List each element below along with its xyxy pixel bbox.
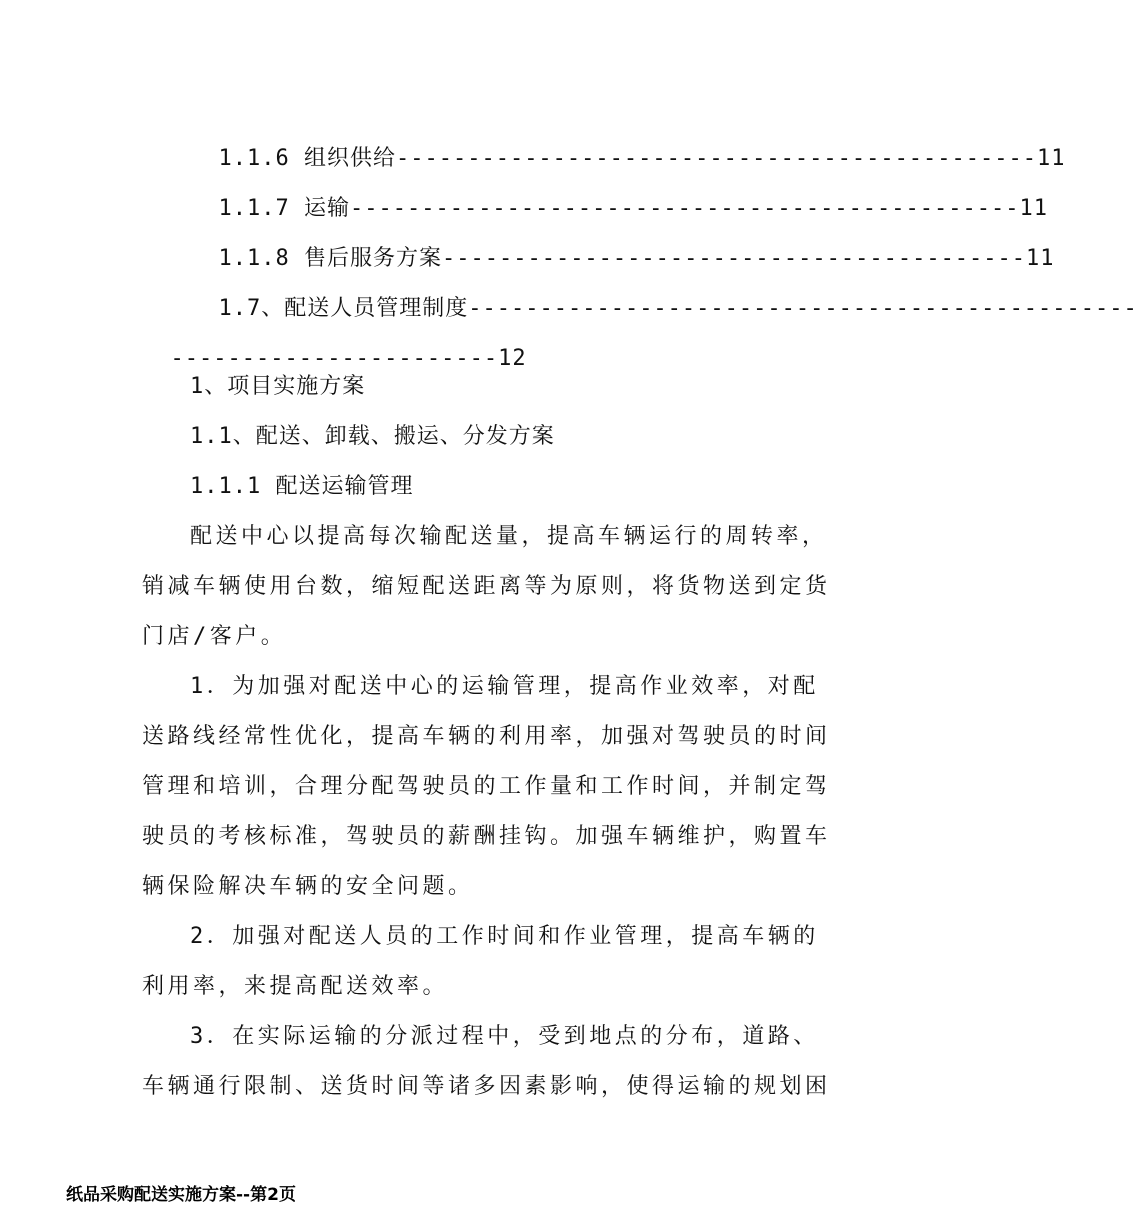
body-line: 2．加强对配送人员的工作时间和作业管理，提高车辆的 xyxy=(190,924,819,949)
toc-entry xyxy=(190,176,1048,220)
body-line: 配送中心以提高每次输配送量，提高车辆运行的周转率， xyxy=(190,524,828,549)
toc-leader: --------------------------------------------- xyxy=(395,146,1038,171)
body-line: 车辆通行限制、送货时间等诸多因素影响，使得运输的规划困 xyxy=(142,1074,831,1099)
toc-page: 11 xyxy=(1037,146,1066,171)
toc-entry xyxy=(190,226,1055,270)
toc-label: 1.1.8 售后服务方案 xyxy=(218,246,442,271)
body-line: 门店/客户。 xyxy=(142,624,287,649)
body-line: 销减车辆使用台数，缩短配送距离等为原则，将货物送到定货 xyxy=(142,574,831,599)
body-line: 利用率，来提高配送效率。 xyxy=(142,974,449,999)
toc-entry-continuation xyxy=(142,326,527,370)
body-line: 1．为加强对配送中心的运输管理，提高作业效率，对配 xyxy=(190,674,819,699)
toc-label: 1.7、配送人员管理制度 xyxy=(218,296,469,321)
toc-entry xyxy=(190,126,1066,170)
page-footer: 纸品采购配送实施方案--第2页 xyxy=(66,1185,296,1205)
toc-leader: ----------------------------------------- xyxy=(441,246,1027,271)
subsubsection-heading: 1.1.1 配送运输管理 xyxy=(190,474,414,499)
body-line: 管理和培训，合理分配驾驶员的工作量和工作时间，并制定驾 xyxy=(142,774,831,799)
toc-page: 11 xyxy=(1019,196,1049,221)
toc-leader: ----------------------------------------------- xyxy=(349,196,1020,221)
toc-label: 1.1.6 组织供给 xyxy=(218,146,396,171)
toc-page: 12 xyxy=(498,346,527,371)
body-line: 3．在实际运输的分派过程中，受到地点的分布，道路、 xyxy=(190,1024,819,1049)
section-heading: 1、项目实施方案 xyxy=(190,374,366,399)
toc-entry xyxy=(190,276,1138,320)
toc-leader: ----------------------------------------------- xyxy=(468,296,1138,321)
toc-page: 11 xyxy=(1026,246,1055,271)
body-line: 送路线经常性优化，提高车辆的利用率，加强对驾驶员的时间 xyxy=(142,724,831,749)
toc-leader: ----------------------- xyxy=(170,346,499,371)
body-line: 驶员的考核标准，驾驶员的薪酬挂钩。加强车辆维护，购置车 xyxy=(142,824,831,849)
body-line: 辆保险解决车辆的安全问题。 xyxy=(142,874,474,899)
toc-label: 1.1.7 运输 xyxy=(218,196,350,221)
subsection-heading: 1.1、配送、卸载、搬运、分发方案 xyxy=(190,424,555,449)
